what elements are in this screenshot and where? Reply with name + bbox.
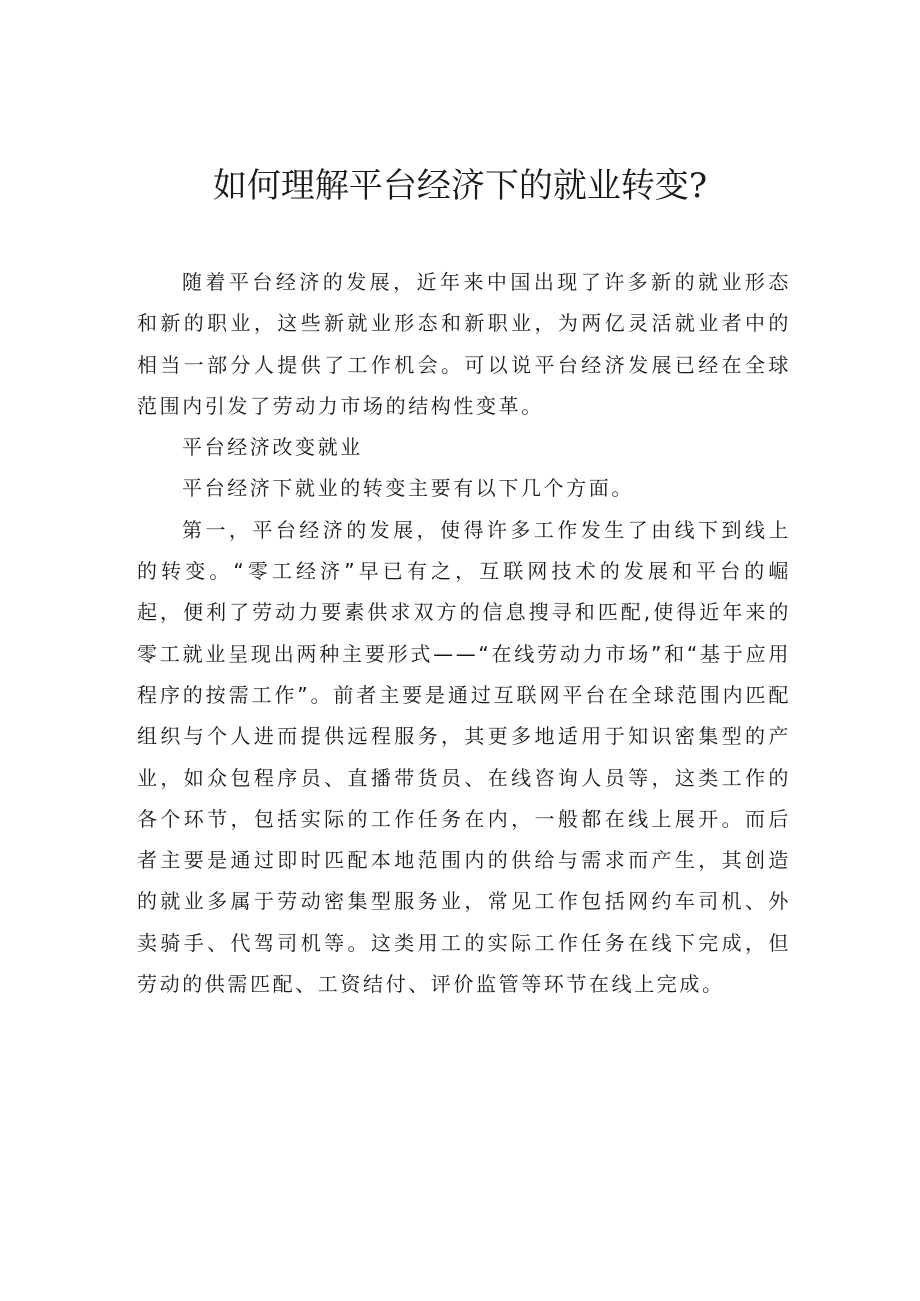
first-point-paragraph: 第一，平台经济的发展，使得许多工作发生了由线下到线上的转变。“零工经济”早已有之，互联网技术的发展和平台的崛起，便利了劳动力要素供求双方的信息搜寻和匹配,使得近年来的零工就业呈现出两种主要形式——“在线劳动力市场”和“基于应用程序的按需工作”。前者主要是通过互联网平台在全球范围内匹配组织与个人进而提供远程服务，其更多地适用于知识密集型的产业，如众包程序员、直播带货员、在线咨询人员等，这类工作的各个环节，包括实际的工作任务在内，一般都在线上展开。而后者主要是通过即时匹配本地范围内的供给与需求而产生，其创造的就业多属于劳动密集型服务业，常见工作包括网约车司机、外卖骑手、代驾司机等。这类用工的实际工作任务在线下完成，但劳动的供需匹配、工资结付、评价监管等环节在线上完成。 [137, 517, 791, 997]
section-heading: 平台经济改变就业 [182, 435, 363, 460]
intro-paragraph: 随着平台经济的发展，近年来中国出现了许多新的就业形态和新的职业，这些新就业形态和新职业，为两亿灵活就业者中的相当一部分人提供了工作机会。可以说平台经济发展已经在全球范围内引发了劳动力市场的结构性变革。 [137, 270, 791, 418]
document-title: 如何理解平台经济下的就业转变? [212, 166, 708, 206]
overview-paragraph: 平台经济下就业的转变主要有以下几个方面。 [182, 476, 634, 501]
document-body [137, 262, 791, 1005]
